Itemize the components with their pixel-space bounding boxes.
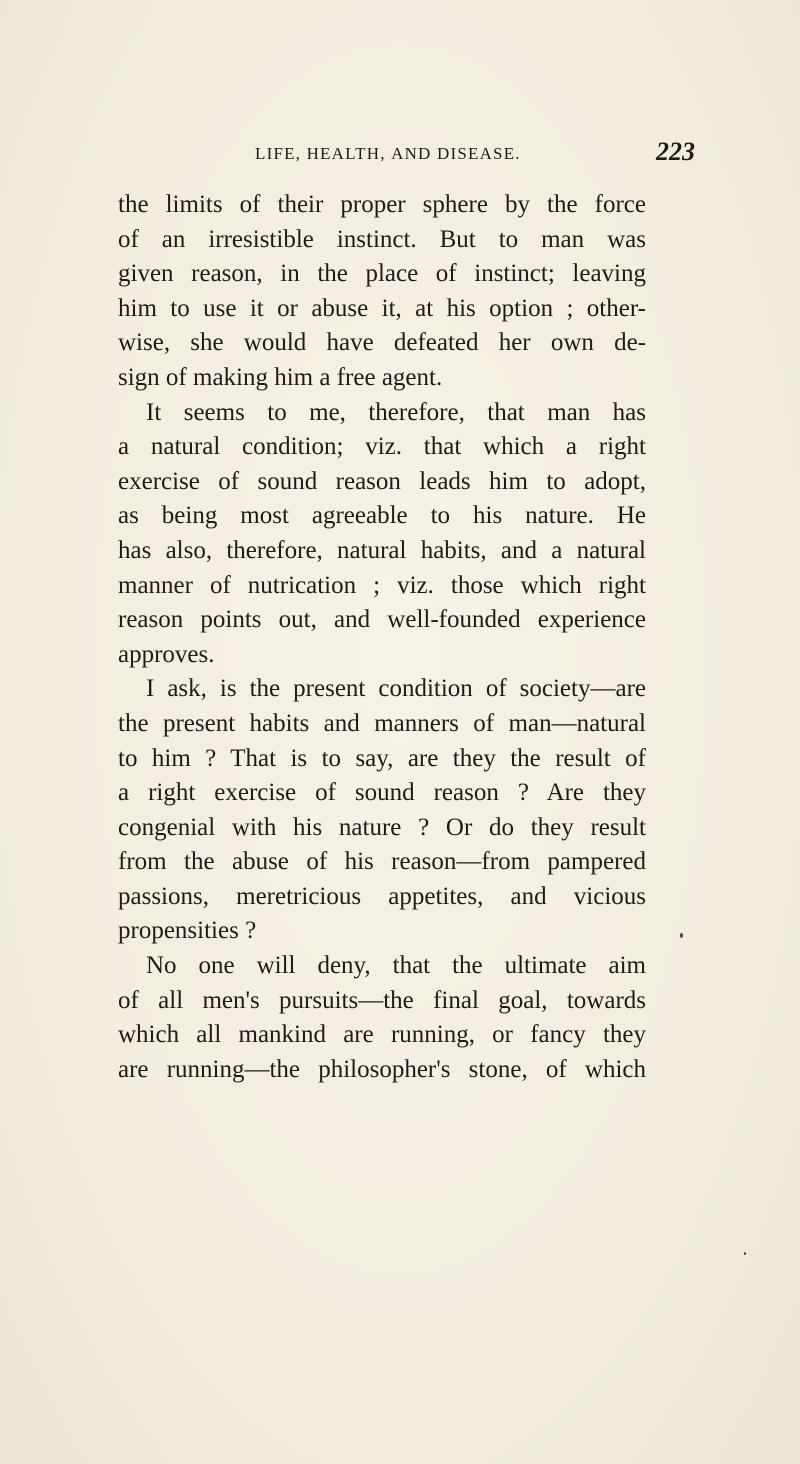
text-line: I ask, is the present condition of society—are (146, 675, 646, 703)
text-line: propensities ? (118, 917, 257, 945)
text-line: from the abuse of his reason—from pampered (118, 848, 646, 876)
text-line: reason points out, and well-founded experience (118, 606, 646, 634)
running-title: life, health, and disease. (255, 139, 521, 165)
ink-speck (744, 1252, 746, 1255)
text-line: passions, meretricious appetites, and vicious (118, 882, 646, 910)
text-line: the limits of their proper sphere by the force (118, 191, 646, 218)
text-line: of an irresistible instinct. But to man was (118, 225, 646, 253)
ink-speck (680, 933, 683, 938)
text-line: congenial with his nature ? Or do they result (118, 813, 646, 841)
text-line: No one will deny, that the ultimate aim (146, 952, 646, 980)
text-line: It seems to me, therefore, that man has (146, 398, 646, 426)
text-line: has also, therefore, natural habits, and a natural (118, 536, 646, 564)
text-line: the present habits and manners of man—natural (118, 709, 646, 737)
text-line: a right exercise of sound reason ? Are they (118, 779, 646, 807)
body-text (118, 188, 646, 1087)
text-line: exercise of sound reason leads him to adopt, (118, 467, 646, 495)
text-line: sign of making him a free agent. (118, 363, 443, 391)
text-line: to him ? That is to say, are they the result of (118, 744, 646, 772)
text-line: him to use it or abuse it, at his option ; other- (118, 294, 646, 322)
text-line: as being most agreeable to his nature. He (118, 502, 646, 530)
text-line: are running—the philosopher's stone, of which (118, 1055, 646, 1083)
text-line: of all men's pursuits—the final goal, towards (118, 986, 646, 1014)
page-number: 223 (656, 137, 695, 166)
text-line: wise, she would have defeated her own de- (118, 329, 646, 357)
text-line: approves. (118, 640, 215, 668)
text-line: manner of nutrication ; viz. those which right (118, 571, 646, 599)
text-line: which all mankind are running, or fancy they (118, 1021, 646, 1049)
running-head (255, 139, 695, 169)
text-line: a natural condition; viz. that which a right (118, 433, 646, 461)
text-line: given reason, in the place of instinct; leaving (118, 260, 646, 288)
